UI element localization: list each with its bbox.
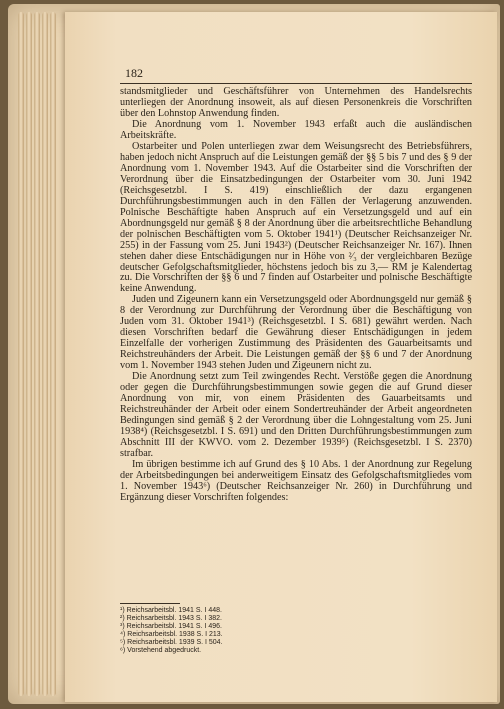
paragraph: Die Anordnung setzt zum Teil zwingendes Recht. Verstöße gegen die Anordnung oder gegen die Durchführungsbestimmungen sowie gegen die auf Grund dieser Anordnung von mir, von einem Präsidenten des Gauarbeitsamts und Reichstreuhänder der Arbeit oder einem Sondertreuhänder der Arbeit angeordneten Bedingungen sind gemäß § 2 der Verordnung über die Lohngestaltung vom 25. Juni 1938⁴) (Reichsgesetzbl. I S. 691) und den Dritten Durchführungsbestimmungen zum Abschnitt III der KWVO. vom 2. Dezember 1939⁵) (Reichsgesetzbl. I S. 2370) strafbar. <box>120 371 472 459</box>
body-text <box>120 87 472 504</box>
paragraph: standsmitglieder und Geschäftsführer von Unternehmen des Handelsrechts unterliegen der Anordnung insoweit, als auf diesen Personenkreis die Vorschriften über den Lohnstop Anwendung finden. <box>120 86 472 119</box>
page-edge <box>34 12 40 696</box>
page-edge <box>50 12 56 696</box>
page-edge <box>18 12 24 696</box>
footnote: ³) Reichsarbeitsbl. 1941 S. I 496. <box>120 623 222 631</box>
page-number: 182 <box>125 66 143 80</box>
page-edge <box>26 12 32 696</box>
footnotes <box>120 607 360 656</box>
footnote: ⁴) Reichsarbeitsbl. 1938 S. I 213. <box>120 631 223 639</box>
page-edge <box>42 12 48 696</box>
footnote: ²) Reichsarbeitsbl. 1943 S. I 382. <box>120 615 222 623</box>
footnote: ⁵) Reichsarbeitsbl. 1939 S. I 504. <box>120 639 223 647</box>
footnote: ⁶) Vorstehend abgedruckt. <box>120 647 202 655</box>
paragraph: Ostarbeiter und Polen unterliegen zwar dem Weisungsrecht des Betriebsführers, haben jedoch nicht Anspruch auf die Leistungen gemäß der §§ 5 bis 7 und des § 9 der Anordnung vom 1. November 1943. Auf die Ostarbeiter sind die Vorschriften der Verordnung über die Einsatzbedingungen der Ostarbeiter vom 30. Juni 1942 (Reichsgesetzbl. I S. 419) einschließlich der dazu ergangenen Durchführungsbestimmungen auch in den Fällen der Verlagerung anzuwenden. Polnische Beschäftigte haben Anspruch auf ein Versetzungsgeld und auf ein Abordnungsgeld nur gemäß § 8 der Anordnung über die arbeitsrechtliche Behandlung der polnischen Beschäftigten vom 5. Oktober 1941¹) (Deutscher Reichsanzeiger Nr. 255) in der Fassung vom 25. Juni 1943²) (Deutscher Reichsanzeiger Nr. 167). Ihnen stehen daher diese Entschädigungen nur in Höhe von ²⁄₃ der vergleichbaren Bezüge deutscher Gefolgschaftsmitglieder, höchstens jedoch bis zu 3,— RM je Kalendertag zu. Die Vorschriften der §§ 6 und 7 finden auf Ostarbeiter und polnische Beschäftigte keine Anwendung. <box>120 140 472 295</box>
header-rule <box>120 83 472 84</box>
paragraph: Juden und Zigeunern kann ein Versetzungsgeld oder Abordnungsgeld nur gemäß § 8 der Verordnung zur Durchführung der Verordnung über die Beschäftigung von Juden vom 31. Oktober 1941³) (Reichsgesetzbl. I S. 681) gewährt werden. Nach diesen Vorschriften bedarf die Gewährung dieser Entschädigungen in jedem Einzelfalle der vorherigen Zustimmung des Präsidenten des Gauarbeitsamts und Reichstreuhänders der Arbeit. Die Leistungen gemäß der §§ 6 und 7 der Anordnung vom 1. November 1943 stehen Juden und Zigeunern nicht zu. <box>120 294 472 372</box>
footnote-separator <box>120 603 180 604</box>
footnote: ¹) Reichsarbeitsbl. 1941 S. I 448. <box>120 607 222 614</box>
paragraph: Im übrigen bestimme ich auf Grund des § 10 Abs. 1 der Anordnung zur Regelung der Arbeitsbedingungen bei anderweitigem Einsatz des Gefolgschaftsmitgliedes vom 1. November 1943⁶) (Deutscher Reichsanzeiger Nr. 260) in Durchführung und Ergänzung dieser Vorschriften folgendes: <box>120 458 472 503</box>
paragraph: Die Anordnung vom 1. November 1943 erfaßt auch die ausländischen Arbeitskräfte. <box>120 118 472 141</box>
